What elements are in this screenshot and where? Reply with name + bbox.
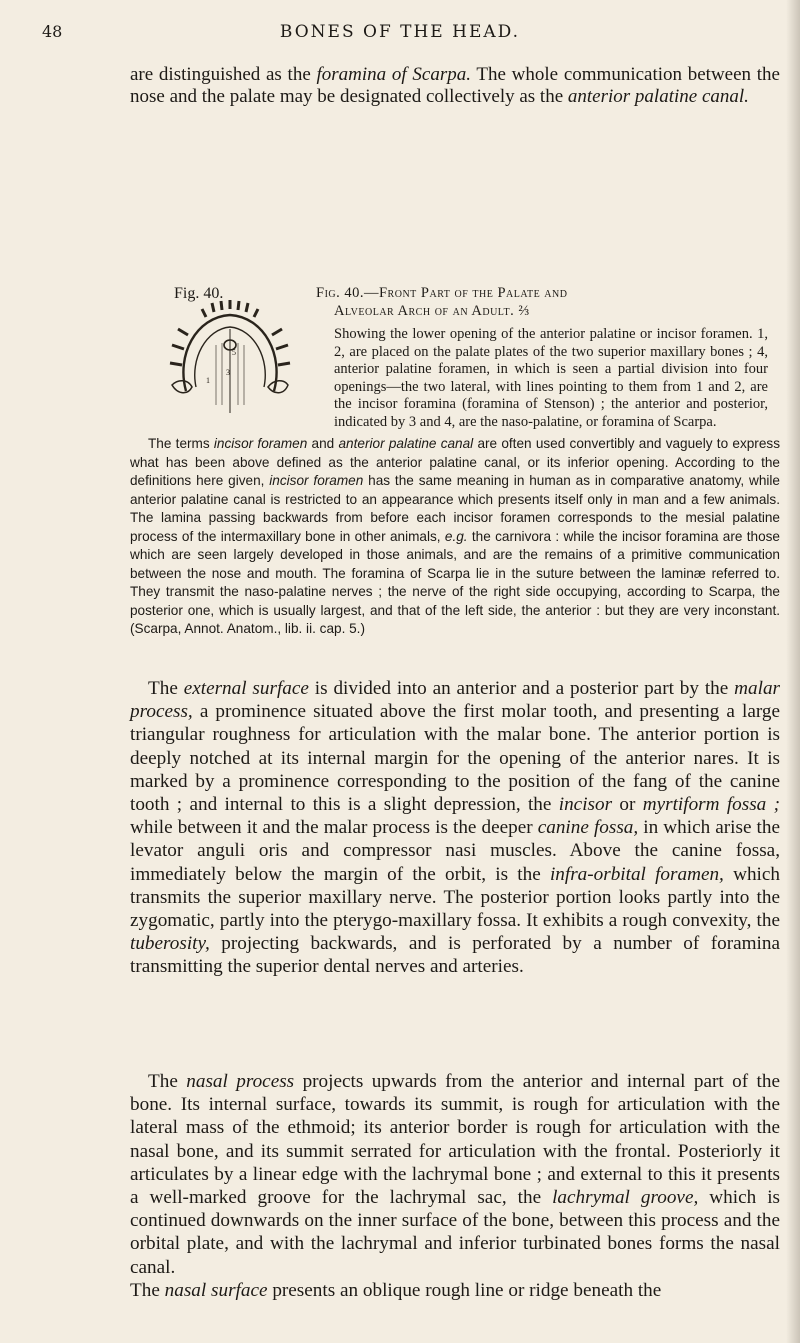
caption-title-continued: Alveolar Arch of an Adult. ⅔: [334, 302, 530, 319]
running-title: BONES OF THE HEAD.: [279, 22, 521, 42]
page-edge-shadow: [786, 0, 800, 1343]
paragraph-external-surface: The external surface is divided into an anterior and a posterior part by the malar process, a prominence situated above the first molar tooth, and presenting a large triangular roughness for articulation with the malar bone. The anterior portion is deeply notched at its internal margin for the opening of the anterior nares. It is marked by a prominence corresponding to the position of the fang of the canine tooth ; and internal to this is a slight depression, the incisor or myrtiform fossa ; while between it and the malar process is the deeper canine fossa, in which arise the levator anguli oris and compressor nasi muscles. Above the canine fossa, immediately below the margin of the orbit, is the infra-orbital foramen, which transmits the superior maxillary nerve. The posterior portion looks partly into the zygomatic, partly into the pterygo-maxillary fossa. It exhibits a rough convexity, the tuberosity, projecting backwards, and is perforated by a number of foramina transmitting the superior dental nerves and arteries.: [130, 678, 781, 978]
caption-title: Fig. 40.—Front Part of the Palate and: [316, 285, 568, 301]
page-header: [42, 22, 758, 52]
note-paragraph: The terms incisor foramen and anterior palatine canal are often used convertibly and vaguely to express what has been above defined as the anterior palatine canal, or its inferior opening. According to the definitions here given, incisor foramen has the same meaning in human as in comparative anatomy, while anterior palatine canal is restricted to an appearance which presents itself only in man and a few animals. The lamina passing backwards from before each incisor foramen corresponds to the mesial palatine process of the intermaxillary bone in other animals, e.g. the carnivora : while the incisor foramina are those which are seen largely developed in those animals, and are the remains of a primitive communication between the nose and mouth. The foramina of Scarpa lie in the suture between the laminæ referred to. They transmit the naso-palatine nerves ; the nerve of the right side occupying, according to Scarpa, the posterior one, which is usually largest, and that of the left side, the anterior : but they are very inconstant. (Scarpa, Annot. Anatom., lib. ii. cap. 5.): [130, 436, 780, 636]
paragraph-nasal-process: The nasal process projects upwards from the anterior and internal part of the bone. Its internal surface, towards its summit, is rough for articulation with the lateral mass of the ethmoid; its anterior border is rough for articulation with the nasal bone, and its summit serrated for articulation with the frontal. Posteriorly it articulates by a linear edge with the lachrymal bone ; and external to this it presents a well-marked groove for the lachrymal sac, the lachrymal groove, which is continued downwards on the inner surface of the bone, between this process and the orbital plate, and with the lachrymal and inferior turbinated bones forms the nasal canal. The nasal surface presents an oblique rough line or ridge beneath the: [130, 1071, 780, 1301]
svg-text:3: 3: [226, 368, 230, 377]
svg-text:5: 5: [232, 348, 236, 357]
figure-label: Fig. 40.: [174, 285, 224, 302]
figure-caption: [316, 285, 768, 431]
intro-paragraph: are distinguished as the foramina of Scarpa. The whole communication between the nose and the palate may be designated collectively as the anterior palatine canal.: [130, 64, 780, 107]
palate-illustration: [166, 295, 294, 417]
page-number: 48: [42, 22, 63, 41]
svg-text:1: 1: [206, 376, 210, 385]
caption-body: Showing the lower opening of the anterior palatine or incisor foramen. 1, 2, are placed on the palate plates of the two superior maxillary bones ; 4, anterior palatine foramen, in which is seen a partial division into four openings—the two lateral, with lines pointing to them from 1 and 2, are the incisor foramina (foramina of Stenson) ; the anterior and posterior, indicated by 3 and 4, are the naso-palatine, or foramina of Scarpa.: [334, 326, 768, 430]
